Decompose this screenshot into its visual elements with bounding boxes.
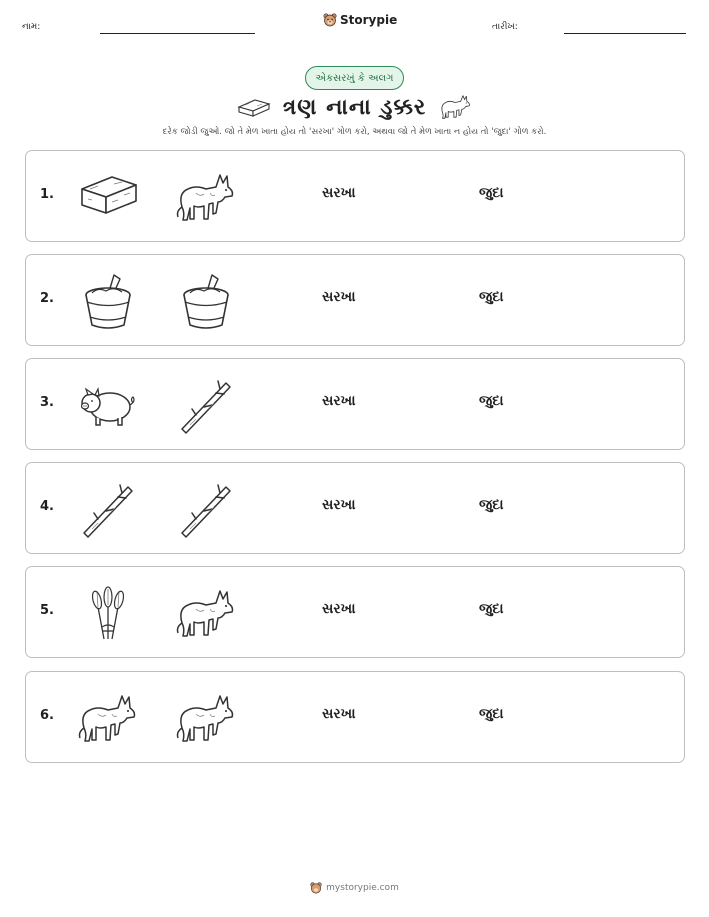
option-different[interactable]: જુદા — [479, 289, 504, 305]
brand-logo — [323, 13, 397, 27]
stick-icon — [176, 479, 236, 539]
option-same[interactable]: સરખા — [322, 185, 356, 201]
pig-icon — [78, 375, 138, 435]
stick-icon — [176, 375, 236, 435]
brick-icon — [78, 167, 138, 227]
worksheet-header — [0, 0, 709, 50]
option-same[interactable]: સરખા — [322, 706, 356, 722]
bucket-icon — [78, 271, 138, 331]
footer-url[interactable]: mystorypie.com — [326, 883, 399, 893]
option-different[interactable]: જુદા — [479, 393, 504, 409]
question-card — [25, 462, 685, 554]
name-label: નામ: — [22, 22, 41, 32]
wolf-icon — [78, 688, 138, 748]
wolf-icon — [438, 90, 472, 124]
wolf-icon — [176, 167, 236, 227]
date-line[interactable] — [564, 33, 686, 34]
brand-name: Storypie — [340, 13, 398, 27]
option-different[interactable]: જુદા — [479, 497, 504, 513]
question-number: 4. — [40, 499, 54, 514]
question-card — [25, 254, 685, 346]
option-different[interactable]: જુદા — [479, 706, 504, 722]
option-same[interactable]: સરખા — [322, 393, 356, 409]
question-card — [25, 358, 685, 450]
question-card — [25, 671, 685, 763]
question-number: 5. — [40, 603, 54, 618]
question-number: 2. — [40, 291, 54, 306]
question-card — [25, 566, 685, 658]
wolf-icon — [176, 583, 236, 643]
question-number: 1. — [40, 187, 54, 202]
straw-icon — [78, 583, 138, 643]
title-row — [0, 90, 709, 124]
wolf-icon — [176, 688, 236, 748]
option-different[interactable]: જુદા — [479, 185, 504, 201]
brick-icon — [237, 97, 271, 117]
bear-logo-icon — [323, 13, 337, 27]
name-line[interactable] — [100, 33, 255, 34]
question-number: 3. — [40, 395, 54, 410]
footer — [0, 880, 709, 896]
question-number: 6. — [40, 708, 54, 723]
instructions: દરેક જોડી જુઓ. જો તે મેળ ખાતા હોય તો 'સરખા' ગોળ કરો, અથવા જો તે મેળ ખાતા ન હોય તો 'જુદા' ગોળ કરો. — [162, 127, 547, 137]
option-same[interactable]: સરખા — [322, 289, 356, 305]
date-label: તારીખ: — [492, 22, 518, 32]
question-card — [25, 150, 685, 242]
page-title: ત્રણ નાના ડુક્કર — [282, 94, 427, 120]
option-same[interactable]: સરખા — [322, 497, 356, 513]
stick-icon — [78, 479, 138, 539]
bear-logo-icon — [310, 882, 322, 894]
option-different[interactable]: જુદા — [479, 601, 504, 617]
bucket-icon — [176, 271, 236, 331]
option-same[interactable]: સરખા — [322, 601, 356, 617]
worksheet-type-badge: એકસરખું કે અલગ — [305, 66, 404, 90]
